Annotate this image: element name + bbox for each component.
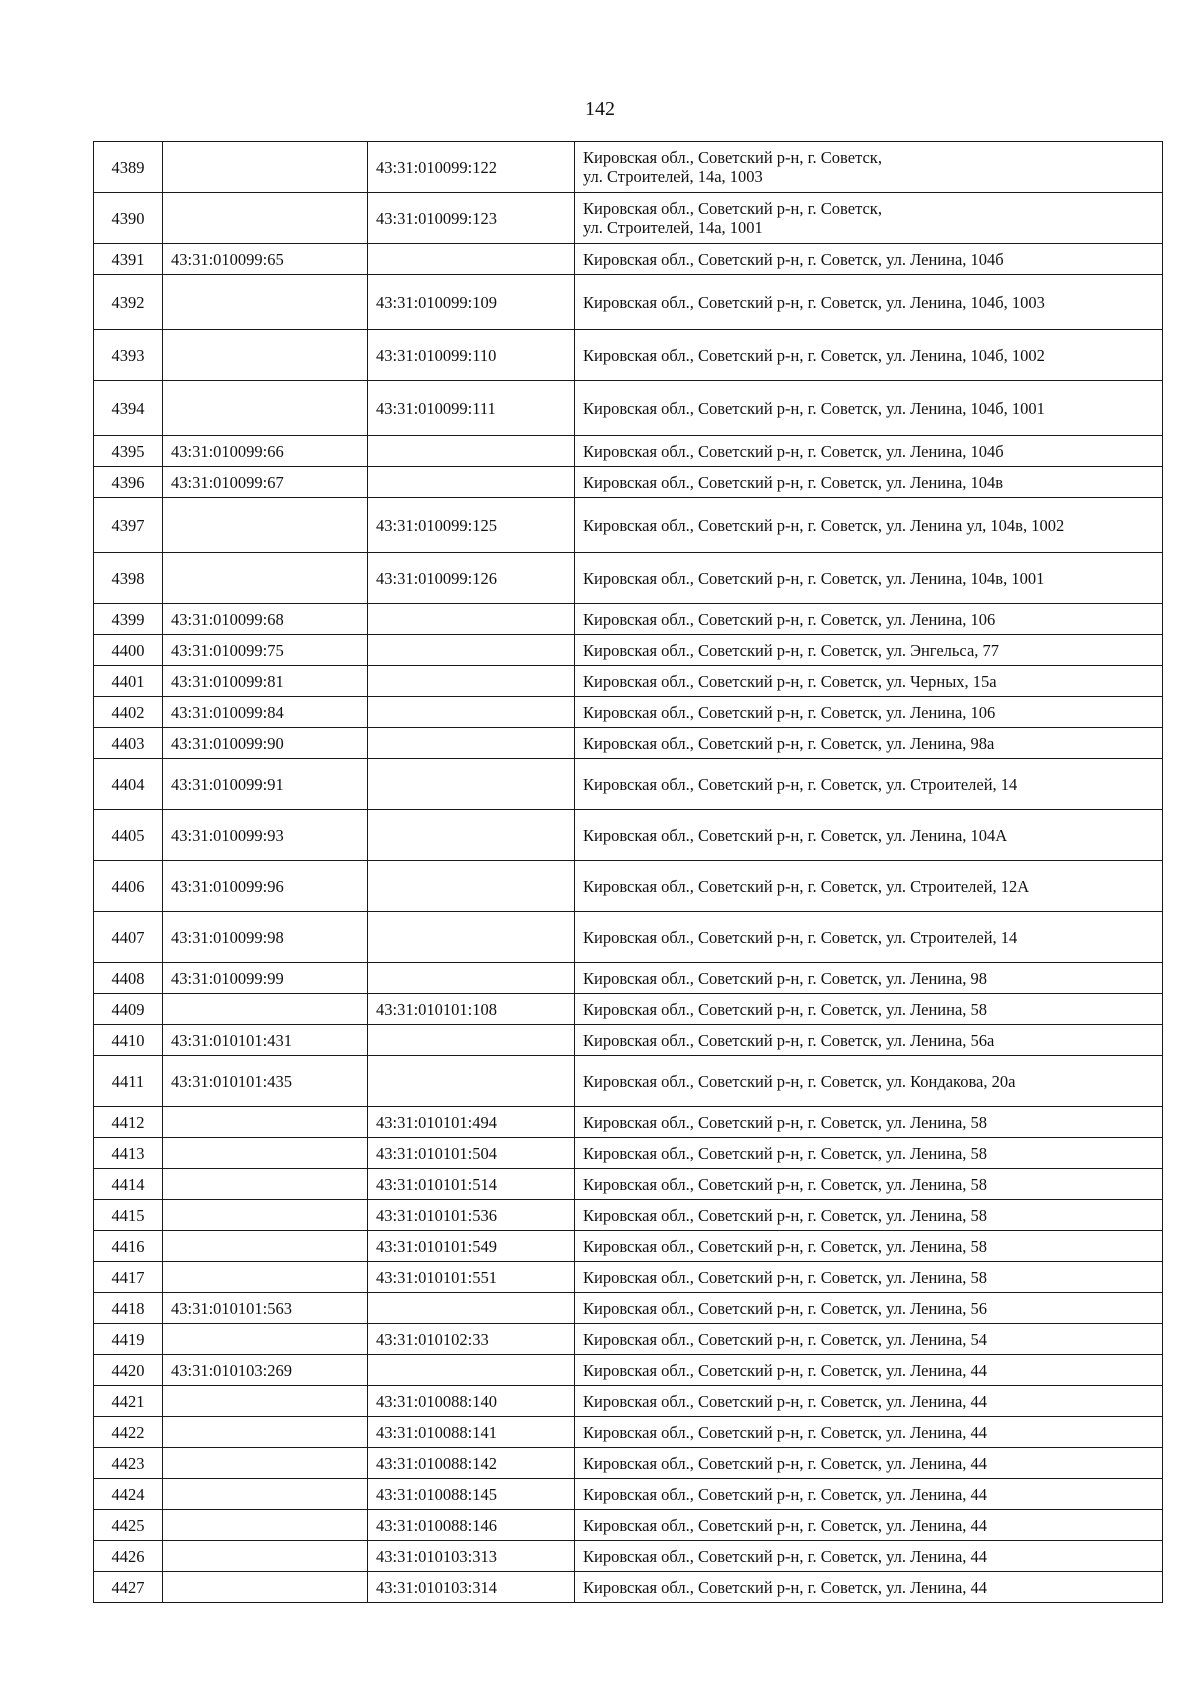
row-number: 4427 bbox=[94, 1572, 163, 1603]
land-cadastral-number bbox=[163, 1262, 368, 1293]
row-number: 4403 bbox=[94, 728, 163, 759]
building-cadastral-number bbox=[368, 728, 575, 759]
row-number: 4398 bbox=[94, 553, 163, 604]
row-number: 4408 bbox=[94, 963, 163, 994]
land-cadastral-number: 43:31:010099:84 bbox=[163, 697, 368, 728]
row-number: 4413 bbox=[94, 1138, 163, 1169]
row-number: 4418 bbox=[94, 1293, 163, 1324]
row-number: 4426 bbox=[94, 1541, 163, 1572]
table-row bbox=[94, 381, 1163, 436]
table-row bbox=[94, 1510, 1163, 1541]
address-cell: Кировская обл., Советский р-н, г. Советск, ул. Строителей, 14 bbox=[575, 759, 1163, 810]
table-row bbox=[94, 467, 1163, 498]
table-row bbox=[94, 142, 1163, 193]
land-cadastral-number: 43:31:010099:91 bbox=[163, 759, 368, 810]
table-row bbox=[94, 697, 1163, 728]
building-cadastral-number bbox=[368, 604, 575, 635]
address-cell: Кировская обл., Советский р-н, г. Советск, ул. Ленина, 58 bbox=[575, 994, 1163, 1025]
address-cell: Кировская обл., Советский р-н, г. Советск, ул. Ленина, 44 bbox=[575, 1572, 1163, 1603]
address-cell: Кировская обл., Советский р-н, г. Советск, ул. Ленина, 44 bbox=[575, 1355, 1163, 1386]
address-cell: Кировская обл., Советский р-н, г. Советск, ул. Ленина, 58 bbox=[575, 1200, 1163, 1231]
row-number: 4410 bbox=[94, 1025, 163, 1056]
table-row bbox=[94, 1293, 1163, 1324]
building-cadastral-number: 43:31:010102:33 bbox=[368, 1324, 575, 1355]
building-cadastral-number: 43:31:010101:551 bbox=[368, 1262, 575, 1293]
table-row bbox=[94, 1138, 1163, 1169]
building-cadastral-number bbox=[368, 963, 575, 994]
table-row bbox=[94, 994, 1163, 1025]
table-row bbox=[94, 1262, 1163, 1293]
row-number: 4393 bbox=[94, 330, 163, 381]
table-row bbox=[94, 666, 1163, 697]
address-cell: Кировская обл., Советский р-н, г. Советск, ул. Строителей, 12А bbox=[575, 861, 1163, 912]
building-cadastral-number bbox=[368, 1056, 575, 1107]
address-cell: Кировская обл., Советский р-н, г. Советск, ул. Ленина, 104б, 1003 bbox=[575, 275, 1163, 330]
address-cell: Кировская обл., Советский р-н, г. Советск, ул. Ленина ул, 104в, 1002 bbox=[575, 498, 1163, 553]
row-number: 4425 bbox=[94, 1510, 163, 1541]
building-cadastral-number: 43:31:010099:125 bbox=[368, 498, 575, 553]
row-number: 4421 bbox=[94, 1386, 163, 1417]
address-cell: Кировская обл., Советский р-н, г. Советск, ул. Ленина, 54 bbox=[575, 1324, 1163, 1355]
row-number: 4396 bbox=[94, 467, 163, 498]
table-row bbox=[94, 635, 1163, 666]
table-row bbox=[94, 498, 1163, 553]
table-row bbox=[94, 1479, 1163, 1510]
land-cadastral-number: 43:31:010099:68 bbox=[163, 604, 368, 635]
table-row bbox=[94, 963, 1163, 994]
land-cadastral-number bbox=[163, 193, 368, 244]
row-number: 4389 bbox=[94, 142, 163, 193]
building-cadastral-number bbox=[368, 810, 575, 861]
address-cell: Кировская обл., Советский р-н, г. Советск, ул. Ленина, 44 bbox=[575, 1448, 1163, 1479]
address-cell bbox=[575, 193, 1163, 244]
row-number: 4400 bbox=[94, 635, 163, 666]
address-cell: Кировская обл., Советский р-н, г. Советск, ул. Ленина, 104в, 1001 bbox=[575, 553, 1163, 604]
address-cell: Кировская обл., Советский р-н, г. Советск, ул. Ленина, 104А bbox=[575, 810, 1163, 861]
land-cadastral-number: 43:31:010101:563 bbox=[163, 1293, 368, 1324]
table-row bbox=[94, 1025, 1163, 1056]
row-number: 4407 bbox=[94, 912, 163, 963]
building-cadastral-number: 43:31:010099:123 bbox=[368, 193, 575, 244]
address-cell: Кировская обл., Советский р-н, г. Советск, ул. Ленина, 58 bbox=[575, 1138, 1163, 1169]
building-cadastral-number: 43:31:010101:549 bbox=[368, 1231, 575, 1262]
table-row bbox=[94, 1169, 1163, 1200]
land-cadastral-number: 43:31:010099:96 bbox=[163, 861, 368, 912]
table-row bbox=[94, 1324, 1163, 1355]
land-cadastral-number bbox=[163, 1107, 368, 1138]
building-cadastral-number: 43:31:010103:314 bbox=[368, 1572, 575, 1603]
address-cell: Кировская обл., Советский р-н, г. Советск, ул. Ленина, 104б bbox=[575, 436, 1163, 467]
building-cadastral-number: 43:31:010088:142 bbox=[368, 1448, 575, 1479]
building-cadastral-number: 43:31:010101:108 bbox=[368, 994, 575, 1025]
address-cell: Кировская обл., Советский р-н, г. Советск, ул. Ленина, 106 bbox=[575, 604, 1163, 635]
row-number: 4424 bbox=[94, 1479, 163, 1510]
land-cadastral-number bbox=[163, 330, 368, 381]
building-cadastral-number bbox=[368, 697, 575, 728]
row-number: 4417 bbox=[94, 1262, 163, 1293]
address-cell: Кировская обл., Советский р-н, г. Советск, ул. Ленина, 44 bbox=[575, 1479, 1163, 1510]
table-row bbox=[94, 1231, 1163, 1262]
address-cell: Кировская обл., Советский р-н, г. Советск, ул. Ленина, 44 bbox=[575, 1417, 1163, 1448]
table-row bbox=[94, 1386, 1163, 1417]
land-cadastral-number bbox=[163, 1541, 368, 1572]
land-cadastral-number bbox=[163, 1479, 368, 1510]
land-cadastral-number bbox=[163, 1572, 368, 1603]
building-cadastral-number: 43:31:010088:145 bbox=[368, 1479, 575, 1510]
address-cell: Кировская обл., Советский р-н, г. Советск, ул. Ленина, 58 bbox=[575, 1107, 1163, 1138]
address-cell: Кировская обл., Советский р-н, г. Советск, ул. Черных, 15а bbox=[575, 666, 1163, 697]
land-cadastral-number bbox=[163, 1200, 368, 1231]
address-cell bbox=[575, 142, 1163, 193]
building-cadastral-number bbox=[368, 467, 575, 498]
table-row bbox=[94, 244, 1163, 275]
land-cadastral-number: 43:31:010099:90 bbox=[163, 728, 368, 759]
building-cadastral-number: 43:31:010101:514 bbox=[368, 1169, 575, 1200]
building-cadastral-number: 43:31:010099:126 bbox=[368, 553, 575, 604]
row-number: 4405 bbox=[94, 810, 163, 861]
address-cell: Кировская обл., Советский р-н, г. Советск, ул. Ленина, 98а bbox=[575, 728, 1163, 759]
address-cell: Кировская обл., Советский р-н, г. Советск, ул. Ленина, 56 bbox=[575, 1293, 1163, 1324]
row-number: 4414 bbox=[94, 1169, 163, 1200]
land-cadastral-number bbox=[163, 1386, 368, 1417]
building-cadastral-number: 43:31:010099:110 bbox=[368, 330, 575, 381]
row-number: 4420 bbox=[94, 1355, 163, 1386]
row-number: 4390 bbox=[94, 193, 163, 244]
row-number: 4411 bbox=[94, 1056, 163, 1107]
land-cadastral-number bbox=[163, 142, 368, 193]
row-number: 4409 bbox=[94, 994, 163, 1025]
land-cadastral-number bbox=[163, 381, 368, 436]
address-line: ул. Строителей, 14а, 1003 bbox=[583, 167, 763, 186]
table-row bbox=[94, 1200, 1163, 1231]
row-number: 4392 bbox=[94, 275, 163, 330]
table-row bbox=[94, 1107, 1163, 1138]
row-number: 4397 bbox=[94, 498, 163, 553]
table-row bbox=[94, 810, 1163, 861]
row-number: 4406 bbox=[94, 861, 163, 912]
table-row bbox=[94, 1572, 1163, 1603]
row-number: 4416 bbox=[94, 1231, 163, 1262]
address-cell: Кировская обл., Советский р-н, г. Советск, ул. Кондакова, 20а bbox=[575, 1056, 1163, 1107]
row-number: 4412 bbox=[94, 1107, 163, 1138]
table-row bbox=[94, 1417, 1163, 1448]
land-cadastral-number bbox=[163, 275, 368, 330]
building-cadastral-number: 43:31:010099:109 bbox=[368, 275, 575, 330]
address-cell: Кировская обл., Советский р-н, г. Советск, ул. Ленина, 104б bbox=[575, 244, 1163, 275]
address-cell: Кировская обл., Советский р-н, г. Советск, ул. Ленина, 104в bbox=[575, 467, 1163, 498]
land-cadastral-number bbox=[163, 553, 368, 604]
land-cadastral-number bbox=[163, 994, 368, 1025]
table-row bbox=[94, 193, 1163, 244]
building-cadastral-number bbox=[368, 244, 575, 275]
land-cadastral-number: 43:31:010099:65 bbox=[163, 244, 368, 275]
table-row bbox=[94, 436, 1163, 467]
land-cadastral-number: 43:31:010099:98 bbox=[163, 912, 368, 963]
land-cadastral-number bbox=[163, 1138, 368, 1169]
land-cadastral-number bbox=[163, 1231, 368, 1262]
table-row bbox=[94, 604, 1163, 635]
table-row bbox=[94, 1355, 1163, 1386]
address-line: Кировская обл., Советский р-н, г. Советск, bbox=[583, 199, 882, 218]
land-cadastral-number: 43:31:010099:81 bbox=[163, 666, 368, 697]
row-number: 4391 bbox=[94, 244, 163, 275]
address-cell: Кировская обл., Советский р-н, г. Советск, ул. Ленина, 44 bbox=[575, 1541, 1163, 1572]
row-number: 4401 bbox=[94, 666, 163, 697]
table-row bbox=[94, 912, 1163, 963]
building-cadastral-number bbox=[368, 1293, 575, 1324]
row-number: 4404 bbox=[94, 759, 163, 810]
table-row bbox=[94, 330, 1163, 381]
address-cell: Кировская обл., Советский р-н, г. Советск, ул. Строителей, 14 bbox=[575, 912, 1163, 963]
building-cadastral-number: 43:31:010088:146 bbox=[368, 1510, 575, 1541]
land-cadastral-number: 43:31:010101:431 bbox=[163, 1025, 368, 1056]
row-number: 4399 bbox=[94, 604, 163, 635]
address-cell: Кировская обл., Советский р-н, г. Советск, ул. Ленина, 106 bbox=[575, 697, 1163, 728]
building-cadastral-number bbox=[368, 436, 575, 467]
address-cell: Кировская обл., Советский р-н, г. Советск, ул. Ленина, 58 bbox=[575, 1169, 1163, 1200]
land-cadastral-number: 43:31:010099:99 bbox=[163, 963, 368, 994]
row-number: 4423 bbox=[94, 1448, 163, 1479]
address-cell: Кировская обл., Советский р-н, г. Советск, ул. Ленина, 44 bbox=[575, 1386, 1163, 1417]
table-row bbox=[94, 1448, 1163, 1479]
land-cadastral-number: 43:31:010101:435 bbox=[163, 1056, 368, 1107]
address-line: ул. Строителей, 14а, 1001 bbox=[583, 218, 763, 237]
land-cadastral-number bbox=[163, 498, 368, 553]
table-row bbox=[94, 728, 1163, 759]
address-cell: Кировская обл., Советский р-н, г. Советск, ул. Ленина, 56а bbox=[575, 1025, 1163, 1056]
cadastral-registry-table bbox=[93, 141, 1163, 1603]
building-cadastral-number bbox=[368, 1355, 575, 1386]
land-cadastral-number bbox=[163, 1417, 368, 1448]
row-number: 4415 bbox=[94, 1200, 163, 1231]
row-number: 4419 bbox=[94, 1324, 163, 1355]
building-cadastral-number: 43:31:010101:536 bbox=[368, 1200, 575, 1231]
land-cadastral-number bbox=[163, 1510, 368, 1541]
page-number: 142 bbox=[585, 98, 615, 120]
building-cadastral-number: 43:31:010103:313 bbox=[368, 1541, 575, 1572]
building-cadastral-number: 43:31:010101:494 bbox=[368, 1107, 575, 1138]
address-cell: Кировская обл., Советский р-н, г. Советск, ул. Ленина, 104б, 1001 bbox=[575, 381, 1163, 436]
registry-table-body bbox=[94, 142, 1163, 1603]
land-cadastral-number bbox=[163, 1169, 368, 1200]
table-row bbox=[94, 275, 1163, 330]
building-cadastral-number bbox=[368, 861, 575, 912]
building-cadastral-number: 43:31:010088:140 bbox=[368, 1386, 575, 1417]
row-number: 4422 bbox=[94, 1417, 163, 1448]
building-cadastral-number bbox=[368, 1025, 575, 1056]
building-cadastral-number bbox=[368, 635, 575, 666]
table-row bbox=[94, 1541, 1163, 1572]
building-cadastral-number bbox=[368, 666, 575, 697]
land-cadastral-number: 43:31:010099:75 bbox=[163, 635, 368, 666]
table-row bbox=[94, 553, 1163, 604]
address-cell: Кировская обл., Советский р-н, г. Советск, ул. Ленина, 58 bbox=[575, 1262, 1163, 1293]
table-row bbox=[94, 759, 1163, 810]
building-cadastral-number: 43:31:010101:504 bbox=[368, 1138, 575, 1169]
land-cadastral-number: 43:31:010103:269 bbox=[163, 1355, 368, 1386]
address-cell: Кировская обл., Советский р-н, г. Советск, ул. Ленина, 58 bbox=[575, 1231, 1163, 1262]
land-cadastral-number bbox=[163, 1448, 368, 1479]
building-cadastral-number bbox=[368, 912, 575, 963]
address-line: Кировская обл., Советский р-н, г. Советск, bbox=[583, 148, 882, 167]
table-row bbox=[94, 861, 1163, 912]
address-cell: Кировская обл., Советский р-н, г. Советск, ул. Ленина, 98 bbox=[575, 963, 1163, 994]
land-cadastral-number: 43:31:010099:93 bbox=[163, 810, 368, 861]
address-cell: Кировская обл., Советский р-н, г. Советск, ул. Ленина, 104б, 1002 bbox=[575, 330, 1163, 381]
table-row bbox=[94, 1056, 1163, 1107]
land-cadastral-number bbox=[163, 1324, 368, 1355]
row-number: 4402 bbox=[94, 697, 163, 728]
land-cadastral-number: 43:31:010099:66 bbox=[163, 436, 368, 467]
building-cadastral-number: 43:31:010088:141 bbox=[368, 1417, 575, 1448]
building-cadastral-number: 43:31:010099:111 bbox=[368, 381, 575, 436]
building-cadastral-number: 43:31:010099:122 bbox=[368, 142, 575, 193]
row-number: 4394 bbox=[94, 381, 163, 436]
address-cell: Кировская обл., Советский р-н, г. Советск, ул. Ленина, 44 bbox=[575, 1510, 1163, 1541]
address-cell: Кировская обл., Советский р-н, г. Советск, ул. Энгельса, 77 bbox=[575, 635, 1163, 666]
land-cadastral-number: 43:31:010099:67 bbox=[163, 467, 368, 498]
building-cadastral-number bbox=[368, 759, 575, 810]
row-number: 4395 bbox=[94, 436, 163, 467]
